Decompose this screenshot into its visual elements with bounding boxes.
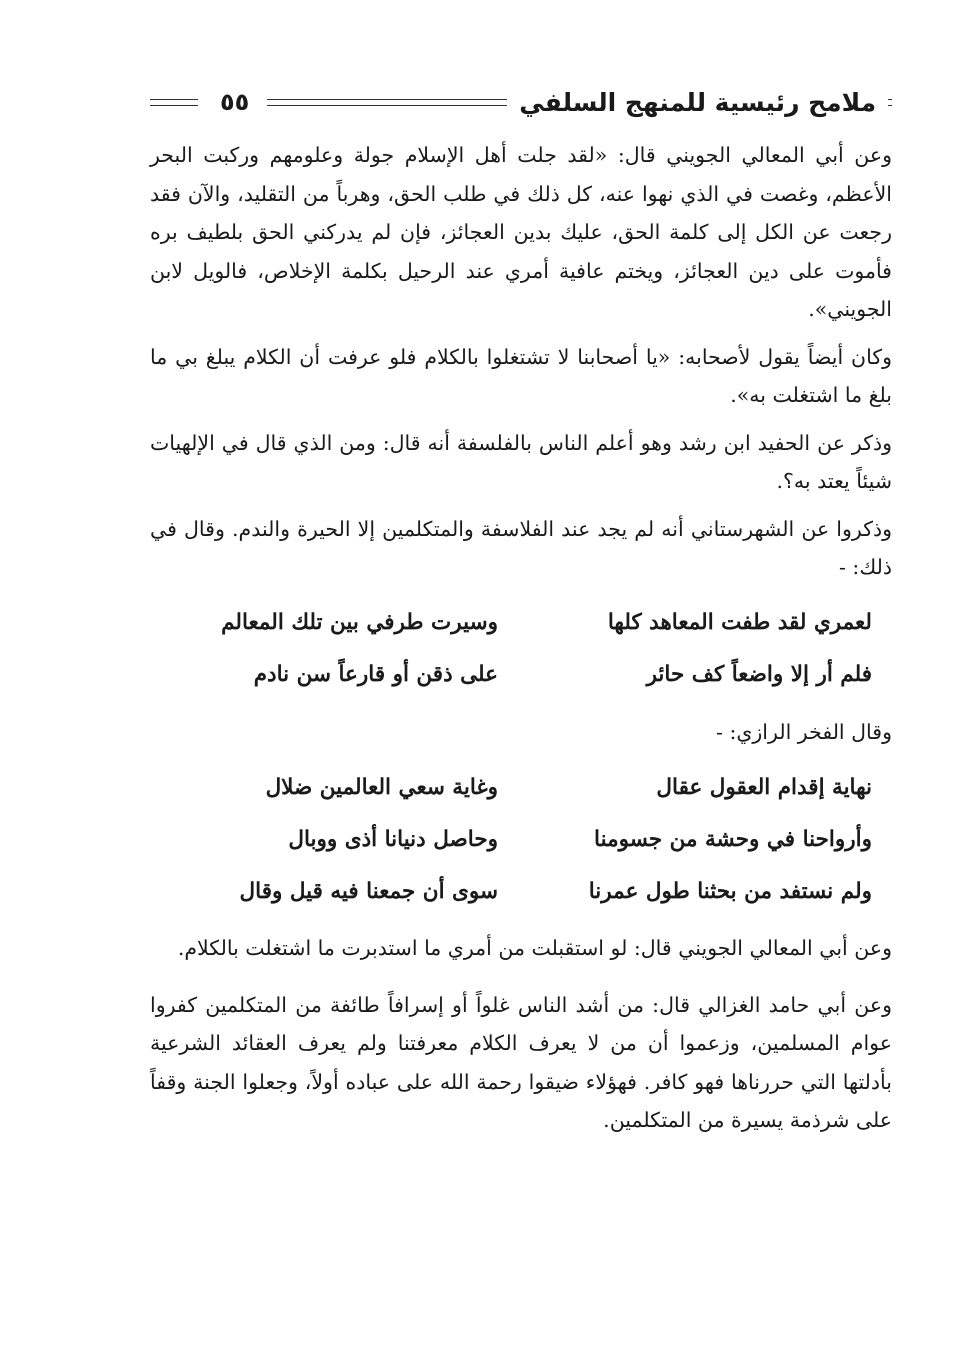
- first-hemistich: وأرواحنا في وحشة من جسومنا: [594, 826, 872, 852]
- paragraph: وعن أبي المعالي الجويني قال: لو استقبلت من أمري ما استدبرت ما اشتغلت بالكلام.: [177, 936, 892, 960]
- paragraph: وكان أيضاً يقول لأصحابه: «يا أصحابنا لا تشتغلوا بالكلام فلو عرفت أن الكلام يبلغ بي ما بلغ ما اشتغلت به».: [150, 344, 892, 407]
- header-rule: [888, 99, 892, 106]
- second-hemistich: وغاية سعي العالمين ضلال: [265, 774, 498, 800]
- poem-verses: [150, 597, 892, 701]
- running-title: ملامح رئيسية للمنهج السلفي: [519, 87, 877, 117]
- verse-line: [150, 761, 892, 813]
- running-header: [150, 80, 892, 124]
- first-hemistich: ولم نستفد من بحثنا طول عمرنا: [588, 878, 872, 904]
- page-number: ٥٥: [220, 88, 250, 116]
- verse-line: [150, 865, 892, 917]
- page-body: [150, 136, 892, 1140]
- second-hemistich: سوى أن جمعنا فيه قيل وقال: [239, 878, 498, 904]
- second-hemistich: وحاصل دنيانا أذى ووبال: [288, 826, 498, 852]
- paragraph: وذكر عن الحفيد ابن رشد وهو أعلم الناس بالفلسفة أنه قال: ومن الذي قال في الإلهيات شيئاً يعتد به؟.: [150, 430, 892, 493]
- header-rule: [267, 99, 507, 106]
- second-hemistich: على ذقن أو قارعاً سن نادم: [253, 662, 498, 687]
- verse-line: [150, 649, 892, 701]
- first-hemistich: لعمري لقد طفت المعاهد كلها: [607, 610, 872, 635]
- first-hemistich: نهاية إقدام العقول عقال: [656, 774, 872, 800]
- poem-verses: [150, 761, 892, 917]
- paragraph: وذكروا عن الشهرستاني أنه لم يجد عند الفلاسفة والمتكلمين إلا الحيرة والندم. وقال في ذلك: -: [150, 516, 892, 579]
- verse-introduction: وقال الفخر الرازي: -: [716, 719, 892, 744]
- paragraph: وعن أبي حامد الغزالي قال: من أشد الناس غلواً أو إسرافاً طائفة من المتكلمين كفروا عوام المسلمين، وزعموا أن من لا يعرف الكلام معرفتنا ولم يعرف العقائد الشرعية بأدلتها التي حررناها فهو كافر. فهؤلاء ضيقوا رحمة الله على عباده أولاً، وجعلوا الجنة وقفاً على شرذمة يسيرة من المتكلمين.: [150, 992, 892, 1132]
- header-rule: [150, 99, 198, 106]
- verse-line: [150, 597, 892, 649]
- verse-line: [150, 813, 892, 865]
- paragraph: وعن أبي المعالي الجويني قال: «لقد جلت أهل الإسلام جولة وعلومهم وركبت البحر الأعظم، وغصت في الذي نهوا عنه، كل ذلك في طلب الحق، وهرباً من التقليد، والآن فقد رجعت عن الكل إلى كلمة الحق، عليك بدين العجائز، فإن لم يدركني الحق بلطيف بره فأموت على دين العجائز، ويختم عافية أمري عند الرحيل بكلمة الإخلاص، فالويل لابن الجويني».: [150, 143, 892, 321]
- first-hemistich: فلم أر إلا واضعاً كف حائر: [646, 662, 872, 687]
- second-hemistich: وسيرت طرفي بين تلك المعالم: [221, 610, 498, 635]
- book-page: [150, 80, 892, 1149]
